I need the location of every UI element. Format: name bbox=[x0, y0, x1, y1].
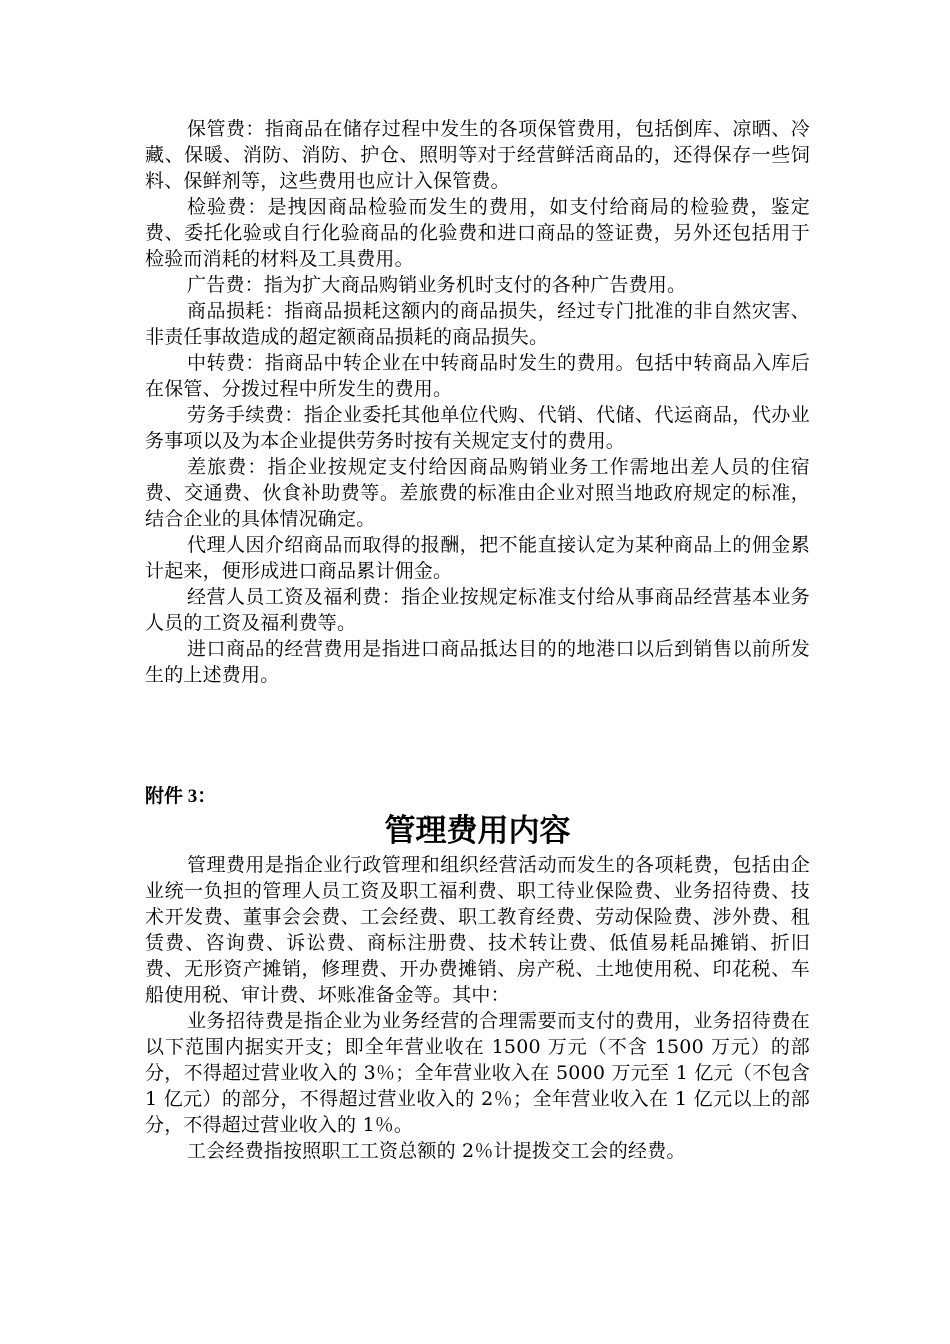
paragraph-management-expense: 管理费用是指企业行政管理和组织经营活动而发生的各项耗费，包括由企业统一负担的管理人员工资及职工福利费、职工待业保险费、业务招待费、技术开发费、董事会会费、工会经费、职工教育经费、劳动保险费、涉外费、租赁费、咨询费、诉讼费、商标注册费、技术转让费、低值易耗品摊销、折旧费、无形资产摊销，修理费、开办费摊销、房产税、土地使用税、印花税、车船使用税、审计费、坏账准备金等。其中： bbox=[145, 854, 810, 1006]
paragraph-entertainment-fee: 业务招待费是指企业为业务经营的合理需要而支付的费用，业务招待费在以下范围内据实开支；即全年营业收在 1500 万元（不含 1500 万元）的部分，不得超过营业收入的 3％；全年营业收入在 5000 万元至 1 亿元（不包含 1 亿元）的部分，不得超过营业收入的 2％；全年营业收入在 1 亿元以上的部分，不得超过营业收入的 1％。 bbox=[145, 1010, 810, 1136]
management-expense-section bbox=[145, 852, 810, 1164]
paragraph-commission: 代理人因介绍商品而取得的报酬，把不能直接认定为某种商品上的佣金累计起来，便形成进口商品累计佣金。 bbox=[145, 534, 810, 582]
paragraph-inspection-fee: 检验费：是拽因商品检验而发生的费用，如支付给商局的检验费，鉴定费、委托化验或自行化验商品的化验费和进口商品的签证费，另外还包括用于检验而消耗的材料及工具费用。 bbox=[145, 196, 810, 270]
paragraph-advertising-fee: 广告费：指为扩大商品购销业务机时支付的各种广告费用。 bbox=[187, 274, 687, 296]
paragraph-transit-fee: 中转费：指商品中转企业在中转商品时发生的费用。包括中转商品入库后在保管、分拨过程中所发生的费用。 bbox=[145, 352, 810, 400]
appendix-label: 附件 3： bbox=[145, 786, 217, 807]
operating-expense-section bbox=[145, 116, 810, 688]
paragraph-service-fee: 劳务手续费：指企业委托其他单位代购、代销、代储、代运商品，代办业务事项以及为本企业提供劳务时按有关规定支付的费用。 bbox=[145, 404, 810, 452]
section-title: 管理费用内容 bbox=[384, 813, 571, 849]
paragraph-goods-loss: 商品损耗：指商品损耗这额内的商品损失，经过专门批准的非自然灾害、非责任事故造成的超定额商品损耗的商品损失。 bbox=[145, 300, 810, 348]
paragraph-union-fee: 工会经费指按照职工工资总额的 2％计提拨交工会的经费。 bbox=[187, 1140, 686, 1162]
paragraph-staff-wages: 经营人员工资及福利费：指企业按规定标准支付给从事商品经营基本业务人员的工资及福利费等。 bbox=[145, 586, 810, 634]
paragraph-travel-fee: 差旅费：指企业按规定支付给因商品购销业务工作需地出差人员的住宿费、交通费、伙食补助费等。差旅费的标准由企业对照当地政府规定的标准，结合企业的具体情况确定。 bbox=[145, 456, 810, 530]
paragraph-storage-fee: 保管费：指商品在储存过程中发生的各项保管费用，包括倒库、凉晒、冷藏、保暖、消防、消防、护仓、照明等对于经营鲜活商品的，还得保存一些饲料、保鲜剂等，这些费用也应计入保管费。 bbox=[145, 118, 810, 192]
paragraph-import-expense: 进口商品的经营费用是指进口商品抵达目的的地港口以后到销售以前所发生的上述费用。 bbox=[145, 638, 810, 686]
